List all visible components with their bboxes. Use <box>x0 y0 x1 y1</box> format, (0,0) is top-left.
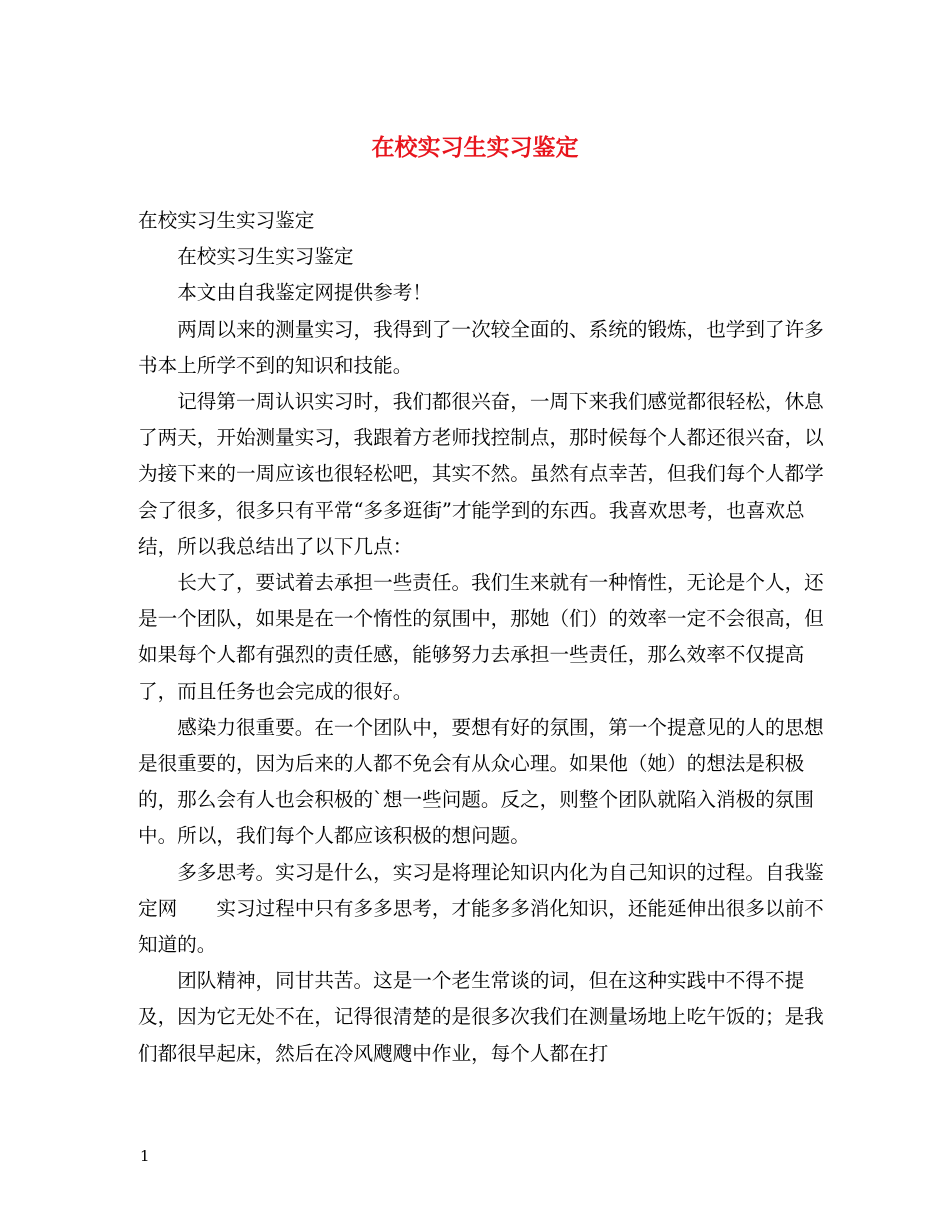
paragraph: 多多思考。实习是什么，实习是将理论知识内化为自己知识的过程。自我鉴定网 实习过程中只有多多思考，才能多多消化知识，还能延伸出很多以前不知道的。 <box>138 860 824 957</box>
document-body <box>138 203 828 1072</box>
page-number: 1 <box>140 1147 150 1165</box>
paragraph: 本文由自我鉴定网提供参考！ <box>177 281 432 305</box>
paragraph: 长大了，要试着去承担一些责任。我们生来就有一种惰性，无论是个人，还是一个团队，如果是在一个惰性的氛围中，那她（们）的效率一定不会很高，但如果每个人都有强烈的责任感，能够努力去承担一些责任，那么效率不仅提高了，而且任务也会完成的很好。 <box>138 571 824 703</box>
paragraph: 记得第一周认识实习时，我们都很兴奋，一周下来我们感觉都很轻松，休息了两天，开始测量实习，我跟着方老师找控制点，那时候每个人都还很兴奋，以为接下来的一周应该也很轻松吧，其实不然。虽然有点幸苦，但我们每个人都学会了很多，很多只有平常“多多逛街”才能学到的东西。我喜欢思考，也喜欢总结，所以我总结出了以下几点： <box>138 390 824 558</box>
paragraph: 在校实习生实习鉴定 <box>177 245 354 269</box>
paragraph: 两周以来的测量实习，我得到了一次较全面的、系统的锻炼，也学到了许多书本上所学不到的知识和技能。 <box>138 317 824 377</box>
paragraph-heading: 在校实习生实习鉴定 <box>138 209 315 232</box>
paragraph: 感染力很重要。在一个团队中，要想有好的氛围，第一个提意见的人的思想是很重要的，因为后来的人都不免会有从众心理。如果他（她）的想法是积极的，那么会有人也会积极的`想一些问题。反之，则整个团队就陷入消极的氛围中。所以，我们每个人都应该积极的想问题。 <box>138 715 824 848</box>
document-title: 在校实习生实习鉴定 <box>371 134 579 161</box>
paragraph: 团队精神，同甘共苦。这是一个老生常谈的词，但在这种实践中不得不提及，因为它无处不在，记得很清楚的是很多次我们在测量场地上吃午饭的；是我们都很早起床，然后在冷风飕飕中作业，每个人都在打 <box>138 969 824 1065</box>
